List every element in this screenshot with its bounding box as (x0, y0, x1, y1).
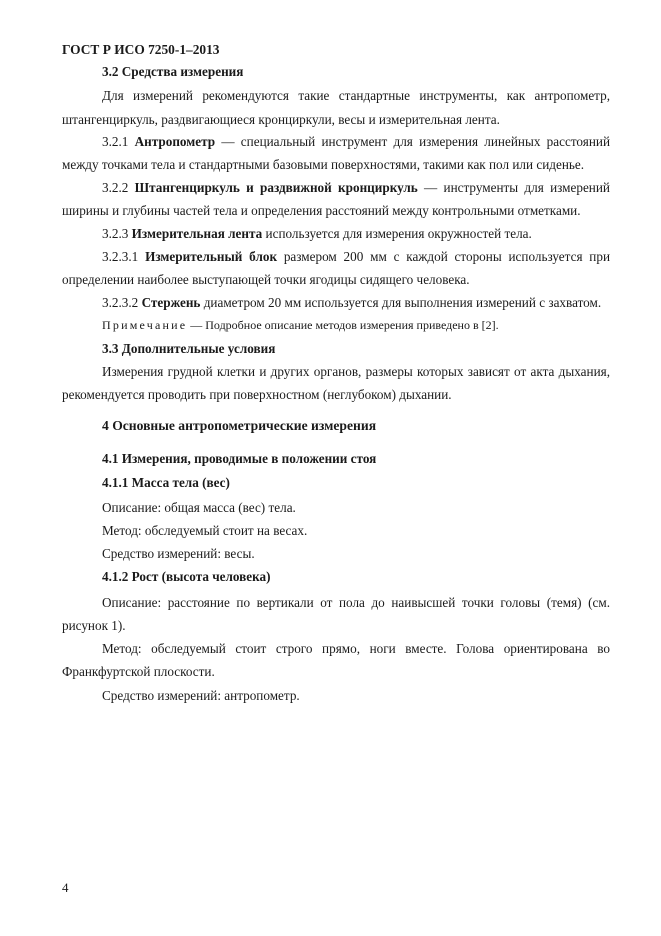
page-number: 4 (62, 880, 69, 895)
section-heading-4: 4 Основные антропометрические измерения (102, 418, 377, 433)
clause-3-2-1 (102, 134, 610, 150)
paragraph-line: рекомендуется проводить при поверхностном (неглубоком) дыхании. (62, 387, 452, 402)
clause-term: Измерительная лента (131, 226, 263, 241)
clause-text: используется для измерения окружностей тела. (262, 226, 532, 241)
paragraph-line: Описание: расстояние по вертикали от пола до наивысшей точки головы (темя) (см. (102, 595, 610, 610)
document-header: ГОСТ Р ИСО 7250-1–2013 (62, 42, 220, 57)
clause-term: Штангенциркуль и раздвижной кронциркуль (134, 180, 418, 195)
paragraph-line: Франкфуртской плоскости. (62, 664, 215, 679)
note (102, 318, 610, 333)
clause-number: 3.2.2 (102, 180, 135, 195)
paragraph-line: Метод: обследуемый стоит строго прямо, ноги вместе. Голова ориентирована во (102, 641, 610, 656)
paragraph-line: Измерения грудной клетки и других органов, размеры которых зависят от акта дыхания, (102, 364, 610, 379)
clause-3-2-3 (102, 226, 610, 242)
clause-text: — инструменты для измерений (417, 180, 610, 195)
clause-text: — специальный инструмент для измерения линейных расстояний (215, 134, 610, 149)
clause-term: Измерительный блок (145, 249, 278, 264)
subsection-heading-4-1-1: 4.1.1 Масса тела (вес) (102, 475, 230, 490)
paragraph-line: штангенциркуль, раздвигающиеся кронциркули, весы и измерительная лента. (62, 112, 500, 127)
paragraph-line: между точками тела и стандартными базовыми поверхностями, такими как пол или сиденье. (62, 157, 585, 172)
paragraph-line: Описание: общая масса (вес) тела. (102, 500, 296, 515)
paragraph-line: Средство измерений: антропометр. (102, 688, 300, 703)
clause-number: 3.2.3.1 (102, 249, 146, 264)
paragraph-line: рисунок 1). (62, 618, 126, 633)
clause-text: диаметром 20 мм используется для выполнения измерений с захватом. (200, 295, 602, 310)
subsection-heading-4-1-2: 4.1.2 Рост (высота человека) (102, 569, 271, 584)
clause-term: Антропометр (134, 134, 216, 149)
clause-text: размером 200 мм с каждой стороны используется при (277, 249, 610, 264)
section-heading-3-3: 3.3 Дополнительные условия (102, 341, 276, 356)
paragraph-line: ширины и глубины частей тела и определения расстояний между контрольными отметками. (62, 203, 581, 218)
clause-term: Стержень (141, 295, 201, 310)
note-label: Примечание (102, 318, 188, 332)
paragraph-line: Метод: обследуемый стоит на весах. (102, 523, 308, 538)
clause-3-2-3-2 (102, 295, 610, 311)
clause-number: 3.2.3.2 (102, 295, 142, 310)
clause-3-2-3-1 (102, 249, 610, 265)
clause-number: 3.2.1 (102, 134, 135, 149)
clause-number: 3.2.3 (102, 226, 132, 241)
subsection-heading-4-1: 4.1 Измерения, проводимые в положении стоя (102, 451, 377, 466)
paragraph-line: Средство измерений: весы. (102, 546, 255, 561)
section-heading-3-2: 3.2 Средства измерения (102, 64, 244, 79)
note-text: — Подробное описание методов измерения приведено в [2]. (187, 318, 499, 332)
paragraph-line: Для измерений рекомендуются такие стандартные инструменты, как антропометр, (102, 88, 610, 103)
clause-3-2-2 (102, 180, 610, 196)
paragraph-line: определении наиболее выступающей точки ягодицы сидящего человека. (62, 272, 470, 287)
